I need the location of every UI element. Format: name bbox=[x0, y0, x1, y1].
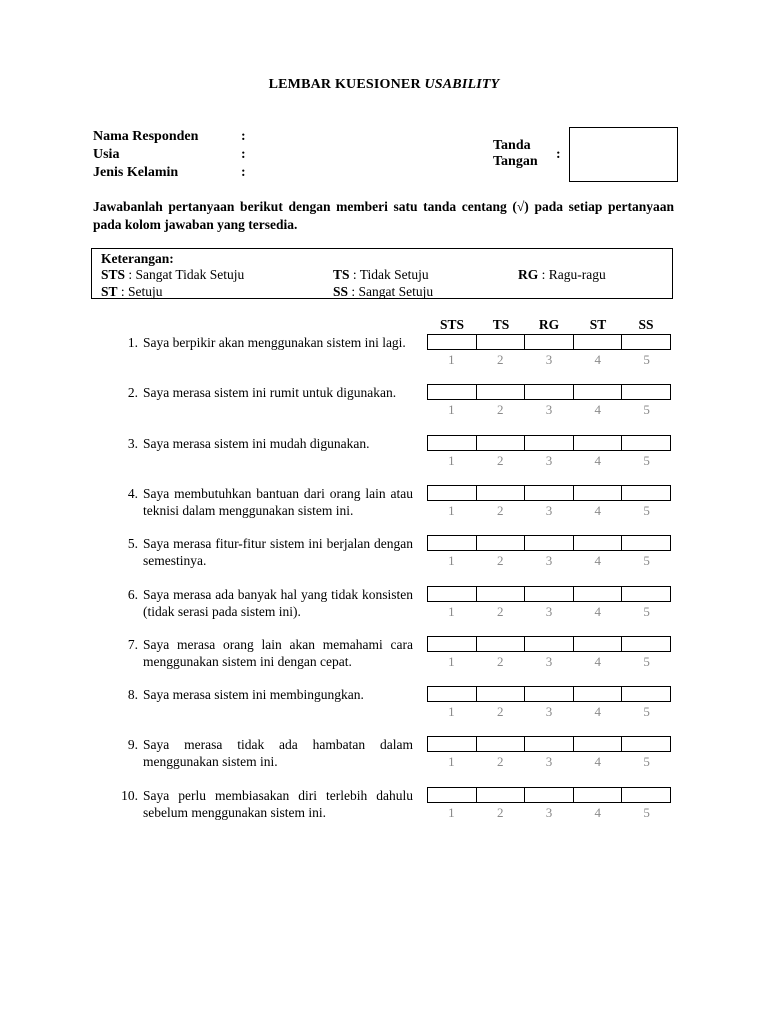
legend-item-sts: STS : Sangat Tidak Setuju bbox=[101, 267, 245, 282]
answer-checkbox-rg[interactable] bbox=[525, 788, 574, 802]
column-header-st: ST bbox=[589, 317, 607, 332]
signature-box[interactable] bbox=[569, 127, 678, 182]
answer-checkbox-ss[interactable] bbox=[622, 737, 670, 751]
question-text: Saya membutuhkan bantuan dari orang lain atau teknisi dalam menggunakan sistem ini. bbox=[143, 486, 413, 518]
answer-checkbox-sts[interactable] bbox=[428, 737, 477, 751]
question-number: 1. bbox=[127, 335, 138, 350]
legend-item-st: ST : Setuju bbox=[101, 284, 163, 299]
answer-checkbox-ss[interactable] bbox=[622, 436, 670, 450]
scale-number: 1 bbox=[448, 453, 455, 468]
scale-number: 1 bbox=[448, 805, 455, 820]
column-header-sts: STS bbox=[439, 317, 465, 332]
scale-number-row bbox=[427, 704, 671, 720]
field-label-age: Usia bbox=[93, 147, 120, 162]
scale-number: 3 bbox=[545, 654, 553, 669]
scale-number: 1 bbox=[448, 352, 455, 367]
column-header-ts: TS bbox=[492, 317, 510, 332]
legend-heading: Keterangan: bbox=[101, 251, 174, 266]
answer-checkbox-st[interactable] bbox=[574, 335, 623, 349]
answer-checkbox-rg[interactable] bbox=[525, 687, 574, 701]
scale-number-row bbox=[427, 805, 671, 821]
legend-item-ss: SS : Sangat Setuju bbox=[333, 284, 434, 299]
question-text: Saya merasa sistem ini rumit untuk digunakan. bbox=[143, 385, 397, 400]
scale-number: 5 bbox=[643, 604, 650, 619]
question-number: 2. bbox=[127, 385, 138, 400]
legend-item-rg: RG : Ragu-ragu bbox=[518, 267, 606, 282]
answer-checkbox-ts[interactable] bbox=[477, 637, 526, 651]
field-colon-name: : bbox=[241, 129, 246, 144]
answer-checkbox-sts[interactable] bbox=[428, 587, 477, 601]
answer-checkbox-st[interactable] bbox=[574, 536, 623, 550]
scale-number-row bbox=[427, 754, 671, 770]
answer-checkbox-ts[interactable] bbox=[477, 587, 526, 601]
answer-checkbox-sts[interactable] bbox=[428, 385, 477, 399]
answer-checkbox-rg[interactable] bbox=[525, 335, 574, 349]
question-number: 7. bbox=[127, 637, 138, 652]
scale-number: 1 bbox=[448, 704, 455, 719]
answer-checkbox-sts[interactable] bbox=[428, 687, 477, 701]
scale-number: 4 bbox=[594, 503, 602, 518]
question-text: Saya merasa orang lain akan memahami cara menggunakan sistem ini dengan cepat. bbox=[143, 637, 413, 669]
answer-checkbox-rg[interactable] bbox=[525, 486, 574, 500]
answer-checkbox-ts[interactable] bbox=[477, 737, 526, 751]
instruction-text: Jawabanlah pertanyaan berikut dengan memberi satu tanda centang (√) pada setiap pertanyaan pada kolom jawaban yang tersedia. bbox=[93, 199, 674, 232]
field-label-gender: Jenis Kelamin bbox=[93, 165, 179, 180]
scale-number-row bbox=[427, 553, 671, 569]
scale-number: 5 bbox=[643, 402, 650, 417]
scale-number: 2 bbox=[496, 805, 504, 820]
question-text: Saya perlu membiasakan diri terlebih dahulu sebelum menggunakan sistem ini. bbox=[143, 788, 413, 820]
question-number: 6. bbox=[127, 587, 138, 602]
answer-checkbox-sts[interactable] bbox=[428, 486, 477, 500]
scale-number-row bbox=[427, 402, 671, 418]
scale-number: 3 bbox=[545, 453, 553, 468]
scale-number: 1 bbox=[448, 604, 455, 619]
answer-checkbox-ts[interactable] bbox=[477, 536, 526, 550]
scale-number: 2 bbox=[496, 754, 504, 769]
scale-number: 5 bbox=[643, 754, 650, 769]
question-number: 10. bbox=[121, 788, 138, 803]
scale-number: 3 bbox=[545, 352, 553, 367]
answer-checkbox-ts[interactable] bbox=[477, 486, 526, 500]
scale-number: 1 bbox=[448, 503, 455, 518]
scale-number: 4 bbox=[594, 453, 602, 468]
scale-number: 1 bbox=[448, 754, 455, 769]
scale-number: 4 bbox=[594, 754, 602, 769]
answer-checkbox-row bbox=[427, 636, 671, 652]
answer-checkbox-row bbox=[427, 686, 671, 702]
legend-item-ts: TS : Tidak Setuju bbox=[333, 267, 429, 282]
column-header-rg: RG bbox=[538, 317, 560, 332]
question-text: Saya berpikir akan menggunakan sistem ini lagi. bbox=[143, 335, 406, 350]
scale-number: 1 bbox=[448, 654, 455, 669]
scale-number: 4 bbox=[594, 553, 602, 568]
answer-checkbox-rg[interactable] bbox=[525, 737, 574, 751]
scale-number: 2 bbox=[496, 704, 504, 719]
scale-number: 3 bbox=[545, 754, 553, 769]
scale-number: 2 bbox=[496, 553, 504, 568]
signature-label-line1: Tanda bbox=[493, 138, 531, 153]
scale-number: 4 bbox=[594, 805, 602, 820]
answer-checkbox-st[interactable] bbox=[574, 637, 623, 651]
question-text: Saya merasa ada banyak hal yang tidak konsisten (tidak serasi pada sistem ini). bbox=[143, 587, 413, 619]
answer-checkbox-st[interactable] bbox=[574, 687, 623, 701]
answer-checkbox-ts[interactable] bbox=[477, 385, 526, 399]
answer-checkbox-ts[interactable] bbox=[477, 436, 526, 450]
scale-number: 1 bbox=[448, 402, 455, 417]
scale-number: 4 bbox=[594, 604, 602, 619]
scale-number-row bbox=[427, 604, 671, 620]
answer-checkbox-ts[interactable] bbox=[477, 687, 526, 701]
answer-checkbox-sts[interactable] bbox=[428, 436, 477, 450]
scale-number-row bbox=[427, 654, 671, 670]
field-label-name: Nama Responden bbox=[93, 129, 199, 144]
answer-checkbox-ss[interactable] bbox=[622, 486, 670, 500]
question-number: 3. bbox=[127, 436, 138, 451]
answer-checkbox-ss[interactable] bbox=[622, 637, 670, 651]
question-text: Saya merasa sistem ini mudah digunakan. bbox=[143, 436, 370, 451]
answer-checkbox-rg[interactable] bbox=[525, 385, 574, 399]
scale-number: 4 bbox=[594, 352, 602, 367]
question-text: Saya merasa sistem ini membingungkan. bbox=[143, 687, 364, 702]
scale-number: 5 bbox=[643, 553, 650, 568]
scale-number: 2 bbox=[496, 654, 504, 669]
scale-number: 4 bbox=[594, 654, 602, 669]
answer-checkbox-rg[interactable] bbox=[525, 587, 574, 601]
scale-number: 5 bbox=[643, 654, 650, 669]
answer-checkbox-ts[interactable] bbox=[477, 335, 526, 349]
answer-checkbox-row bbox=[427, 787, 671, 803]
answer-checkbox-st[interactable] bbox=[574, 737, 623, 751]
answer-checkbox-st[interactable] bbox=[574, 486, 623, 500]
answer-checkbox-ts[interactable] bbox=[477, 788, 526, 802]
answer-checkbox-ss[interactable] bbox=[622, 587, 670, 601]
answer-checkbox-ss[interactable] bbox=[622, 687, 670, 701]
question-number: 4. bbox=[127, 486, 138, 501]
answer-checkbox-row bbox=[427, 334, 671, 350]
column-header-ss: SS bbox=[638, 317, 654, 332]
scale-number-row bbox=[427, 352, 671, 368]
scale-number: 3 bbox=[545, 604, 553, 619]
scale-number: 3 bbox=[545, 553, 553, 568]
answer-checkbox-rg[interactable] bbox=[525, 436, 574, 450]
answer-checkbox-ss[interactable] bbox=[622, 385, 670, 399]
scale-number: 3 bbox=[545, 704, 553, 719]
answer-checkbox-row bbox=[427, 384, 671, 400]
scale-number: 4 bbox=[594, 402, 602, 417]
answer-checkbox-sts[interactable] bbox=[428, 637, 477, 651]
answer-checkbox-ss[interactable] bbox=[622, 536, 670, 550]
answer-checkbox-st[interactable] bbox=[574, 436, 623, 450]
scale-number: 4 bbox=[594, 704, 602, 719]
answer-checkbox-rg[interactable] bbox=[525, 637, 574, 651]
answer-checkbox-row bbox=[427, 535, 671, 551]
question-number: 8. bbox=[127, 687, 138, 702]
scale-number: 1 bbox=[448, 553, 455, 568]
scale-number: 5 bbox=[643, 805, 650, 820]
answer-checkbox-row bbox=[427, 736, 671, 752]
answer-checkbox-ss[interactable] bbox=[622, 335, 670, 349]
field-colon-gender: : bbox=[241, 165, 246, 180]
scale-number: 2 bbox=[496, 352, 504, 367]
scale-number: 3 bbox=[545, 503, 553, 518]
scale-number: 3 bbox=[545, 402, 553, 417]
question-text: Saya merasa tidak ada hambatan dalam menggunakan sistem ini. bbox=[143, 737, 413, 769]
scale-number-row bbox=[427, 503, 671, 519]
answer-checkbox-sts[interactable] bbox=[428, 335, 477, 349]
answer-checkbox-row bbox=[427, 586, 671, 602]
answer-checkbox-st[interactable] bbox=[574, 587, 623, 601]
answer-checkbox-st[interactable] bbox=[574, 385, 623, 399]
scale-number: 5 bbox=[643, 352, 650, 367]
answer-checkbox-sts[interactable] bbox=[428, 788, 477, 802]
signature-label bbox=[493, 138, 538, 170]
answer-checkbox-st[interactable] bbox=[574, 788, 623, 802]
scale-number: 2 bbox=[496, 604, 504, 619]
scale-number-row bbox=[427, 453, 671, 469]
scale-number: 5 bbox=[643, 453, 650, 468]
answer-checkbox-row bbox=[427, 485, 671, 501]
question-number: 9. bbox=[127, 737, 138, 752]
scale-number: 2 bbox=[496, 453, 504, 468]
question-text: Saya merasa fitur-fitur sistem ini berjalan dengan semestinya. bbox=[143, 536, 413, 568]
scale-number: 5 bbox=[643, 503, 650, 518]
answer-checkbox-rg[interactable] bbox=[525, 536, 574, 550]
question-number: 5. bbox=[127, 536, 138, 551]
scale-number: 2 bbox=[496, 503, 504, 518]
scale-number: 2 bbox=[496, 402, 504, 417]
field-colon-age: : bbox=[241, 147, 246, 162]
document-title: LEMBAR KUESIONER USABILITY bbox=[268, 77, 500, 92]
signature-label-line2: Tangan bbox=[493, 154, 538, 169]
scale-number: 3 bbox=[545, 805, 553, 820]
answer-checkbox-sts[interactable] bbox=[428, 536, 477, 550]
answer-checkbox-ss[interactable] bbox=[622, 788, 670, 802]
signature-colon: : bbox=[556, 147, 561, 162]
answer-checkbox-row bbox=[427, 435, 671, 451]
scale-number: 5 bbox=[643, 704, 650, 719]
